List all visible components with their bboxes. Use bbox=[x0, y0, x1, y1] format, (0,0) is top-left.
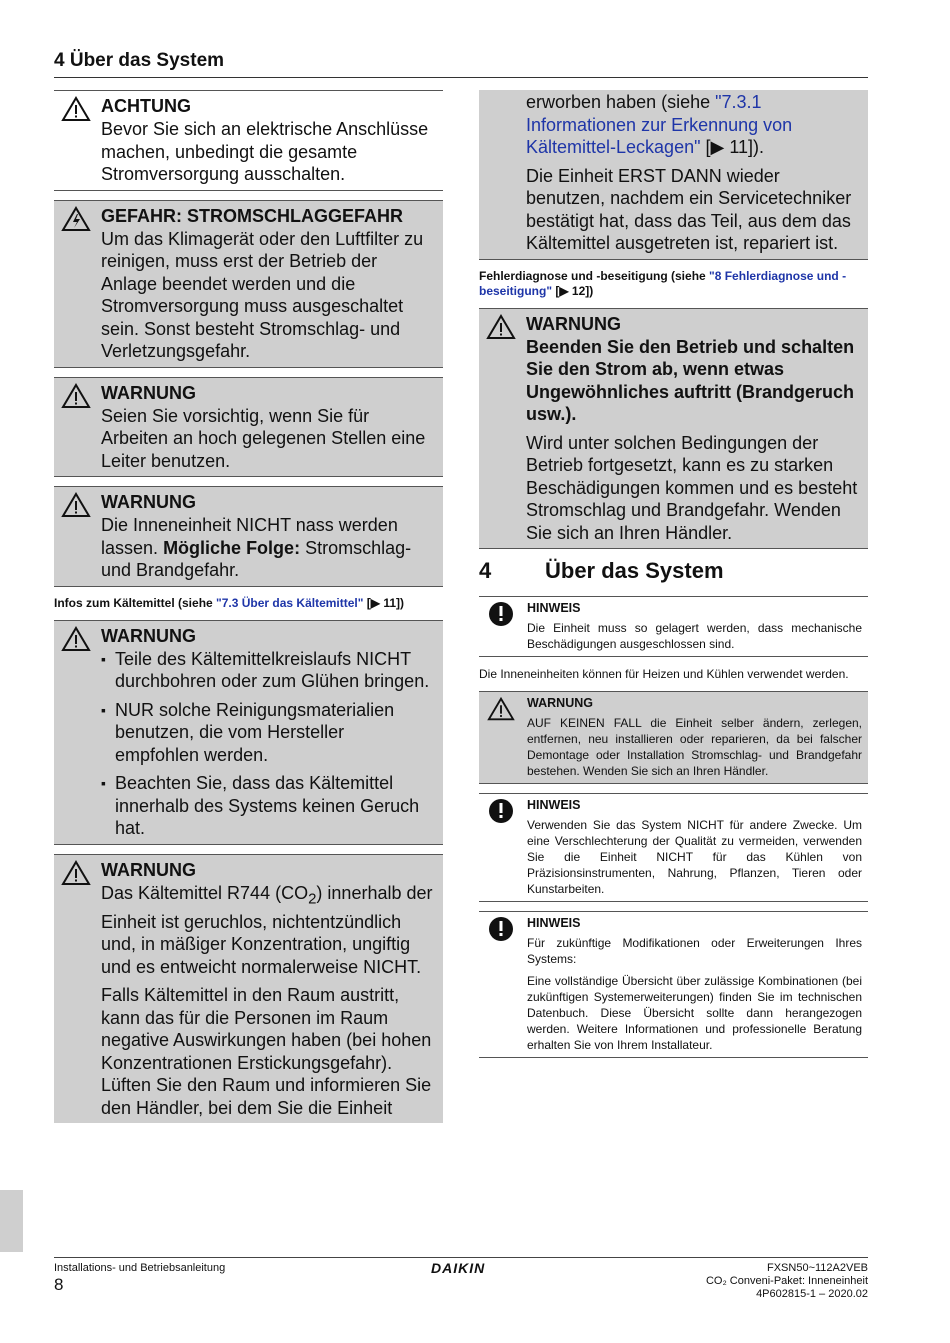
page-header: 4 Über das System bbox=[54, 50, 868, 78]
notice-exclamation-icon bbox=[487, 601, 515, 627]
box-title: WARNUNG bbox=[526, 313, 621, 334]
product-info: FXSN50~112A2VEB CO₂ Conveni-Paket: Inneneinheit 4P602815-1 – 2020.02 bbox=[705, 1262, 868, 1300]
notice-exclamation-icon bbox=[487, 798, 515, 824]
notice-exclamation-icon bbox=[487, 916, 515, 942]
caution-box bbox=[54, 90, 443, 191]
box-text: Das Kältemittel R744 $(CO_2)$ innerhalb der Einheit ist geruchlos, nichtentzündlich und, in mäßiger Konzentration, ungiftig und es entweicht normalerweise NICHT. Falls Kältemittel in den Raum austritt, kann das für die Personen im Raum negative Auswirkungen haben (bei hohen Konzentrationen Erstickungsgefahr). Lüften Sie den Raum und informieren Sie den Händler, bei dem Sie die Einheit bbox=[101, 882, 433, 1118]
list-item: ▪ Teile des Kältemittelkreislaufs NICHT durchbohren oder zum Glühen bringen. bbox=[101, 648, 433, 693]
warning-list bbox=[101, 648, 433, 840]
box-text: Beenden Sie den Betrieb und schalten Sie den Strom ab, wenn etwas Ungewöhnliches auftritt (Brandgeruch usw.). Wird unter solchen Bedingungen der Betrieb fortgesetzt, kann es zu starken Beschädigungen kommen und es besteht Stromschlag und Brandgefahr. Wenden Sie sich an Ihren Händler. bbox=[526, 336, 858, 543]
box-title: WARNUNG bbox=[101, 859, 196, 880]
box-text: erworben haben (siehe "7.3.1 Informationen zur Erkennung von Kältemittel-Leckagen" [▶ 11]). Die Einheit ERST DANN wieder benutzen, nachdem ein Servicetechniker bestätigt hat, dass das Teil, aus dem das Kältemittel ausgetreten ist, repariert ist. bbox=[526, 92, 852, 253]
box-title: WARNUNG bbox=[527, 696, 593, 710]
body-paragraph: Die Inneneinheiten können für Heizen und Kühlen verwendet werden. bbox=[479, 667, 849, 681]
warning-triangle-icon bbox=[61, 860, 91, 886]
box-text: Die Inneneinheit NICHT nass werden lassen. Mögliche Folge: Stromschlag- und Brandgefahr. bbox=[101, 515, 412, 580]
left-column bbox=[54, 90, 443, 1123]
refrigerant-caption: Infos zum Kältemittel (siehe "7.3 Über das Kältemittel" [▶ 11]) bbox=[54, 595, 405, 610]
box-text: Für zukünftige Modifikationen oder Erweiterungen Ihres Systems: Eine vollständige Übersicht über zulässige Kombinationen (bei zukünftigen Systemerweiterungen) finden Sie im technischen Datenbuch. Diese Übersicht sollte dann herangezogen werden. Weitere Informationen und professionelle Beratung erhalten Sie von Ihrem Installateur. bbox=[527, 936, 862, 1052]
box-text: Verwenden Sie das System NICHT für andere Zwecke. Um eine Verschlechterung der Qualität zu vermeiden, verwenden Sie die Einheit NICHT für das Kühlen von Präzisionsinstrumenten, Nahrung, Pflanzen, Tieren oder Kunstarbeiten. bbox=[527, 818, 862, 896]
leak-detection-link[interactable]: "7.3.1 Informationen zur Erkennung von Kältemittel-Leckagen" bbox=[526, 92, 793, 157]
chapter-tab bbox=[0, 1190, 23, 1252]
box-title: WARNUNG bbox=[101, 492, 196, 512]
page-footer bbox=[54, 1257, 868, 1300]
box-text: Bevor Sie sich an elektrische Anschlüsse machen, unbedingt die gesamte Stromversorgung ausschalten. bbox=[101, 119, 429, 184]
list-item: ▪ NUR solche Reinigungsmaterialien benutzen, die vom Hersteller empfohlen werden. bbox=[101, 699, 433, 767]
troubleshooting-link[interactable]: "8 Fehlerdiagnose und -beseitigung" bbox=[479, 268, 847, 298]
box-title: WARNUNG bbox=[101, 625, 196, 646]
electric-hazard-icon bbox=[61, 206, 91, 232]
box-text: Seien Sie vorsichtig, wenn Sie für Arbeiten an hoch gelegenen Stellen eine Leiter benutzen. bbox=[101, 405, 426, 471]
box-text: AUF KEINEN FALL die Einheit selber ändern, zerlegen, entfernen, neu installieren oder reparieren, da bei falscher Demontage oder Installation Stromschlag- und Brandgefahr bestehen. Wenden Sie sich an Ihren Händler. bbox=[527, 716, 862, 778]
box-title: HINWEIS bbox=[527, 601, 581, 615]
page-number: 8 bbox=[54, 1275, 64, 1294]
document-title: Installations- und Betriebsanleitung bbox=[54, 1262, 226, 1274]
warning-triangle-icon bbox=[61, 626, 91, 652]
warning-box bbox=[54, 854, 443, 1124]
daikin-logo: DAIKIN bbox=[431, 1260, 486, 1276]
troubleshooting-caption: Fehlerdiagnose und -beseitigung (siehe "8 Fehlerdiagnose und -beseitigung" [▶ 12]) bbox=[479, 268, 847, 298]
box-title: HINWEIS bbox=[527, 916, 581, 930]
section-title: Über das System bbox=[545, 558, 724, 583]
section-number: 4 bbox=[479, 558, 492, 583]
box-title: ACHTUNG bbox=[101, 96, 191, 116]
warning-triangle-icon bbox=[61, 492, 91, 518]
warning-box bbox=[54, 377, 443, 478]
box-text: Die Einheit muss so gelagert werden, dass mechanische Beschädigungen ausgeschlossen sind. bbox=[527, 621, 862, 651]
warning-triangle-icon bbox=[486, 314, 516, 340]
warning-box bbox=[54, 620, 443, 845]
box-title: HINWEIS bbox=[527, 798, 581, 812]
danger-box bbox=[54, 200, 443, 368]
refrigerant-link[interactable]: "7.3 Über das Kältemittel" bbox=[216, 595, 364, 610]
section-heading bbox=[479, 558, 868, 586]
warning-box bbox=[54, 486, 443, 587]
notice-box bbox=[479, 911, 868, 1058]
box-title: GEFAHR: STROMSCHLAGGEFAHR bbox=[101, 205, 404, 226]
warning-triangle-icon bbox=[487, 696, 515, 722]
warning-box bbox=[479, 308, 868, 550]
box-text bbox=[101, 648, 433, 840]
warning-triangle-icon bbox=[61, 96, 91, 122]
warning-box-continued bbox=[479, 90, 868, 260]
notice-box bbox=[479, 793, 868, 902]
warning-triangle-icon bbox=[61, 383, 91, 409]
warning-box bbox=[479, 691, 868, 784]
right-column bbox=[479, 90, 868, 1058]
box-title: WARNUNG bbox=[101, 382, 196, 403]
notice-box bbox=[479, 596, 868, 657]
list-item: ▪ Beachten Sie, dass das Kältemittel innerhalb des Systems keinen Geruch hat. bbox=[101, 772, 433, 840]
box-text: Um das Klimagerät oder den Luftfilter zu reinigen, muss erst der Betrieb der Anlage beendet werden und die Stromversorgung muss ausgeschaltet sein. Sonst besteht Stromschlag- und Verletzungsgefahr. bbox=[101, 228, 424, 361]
